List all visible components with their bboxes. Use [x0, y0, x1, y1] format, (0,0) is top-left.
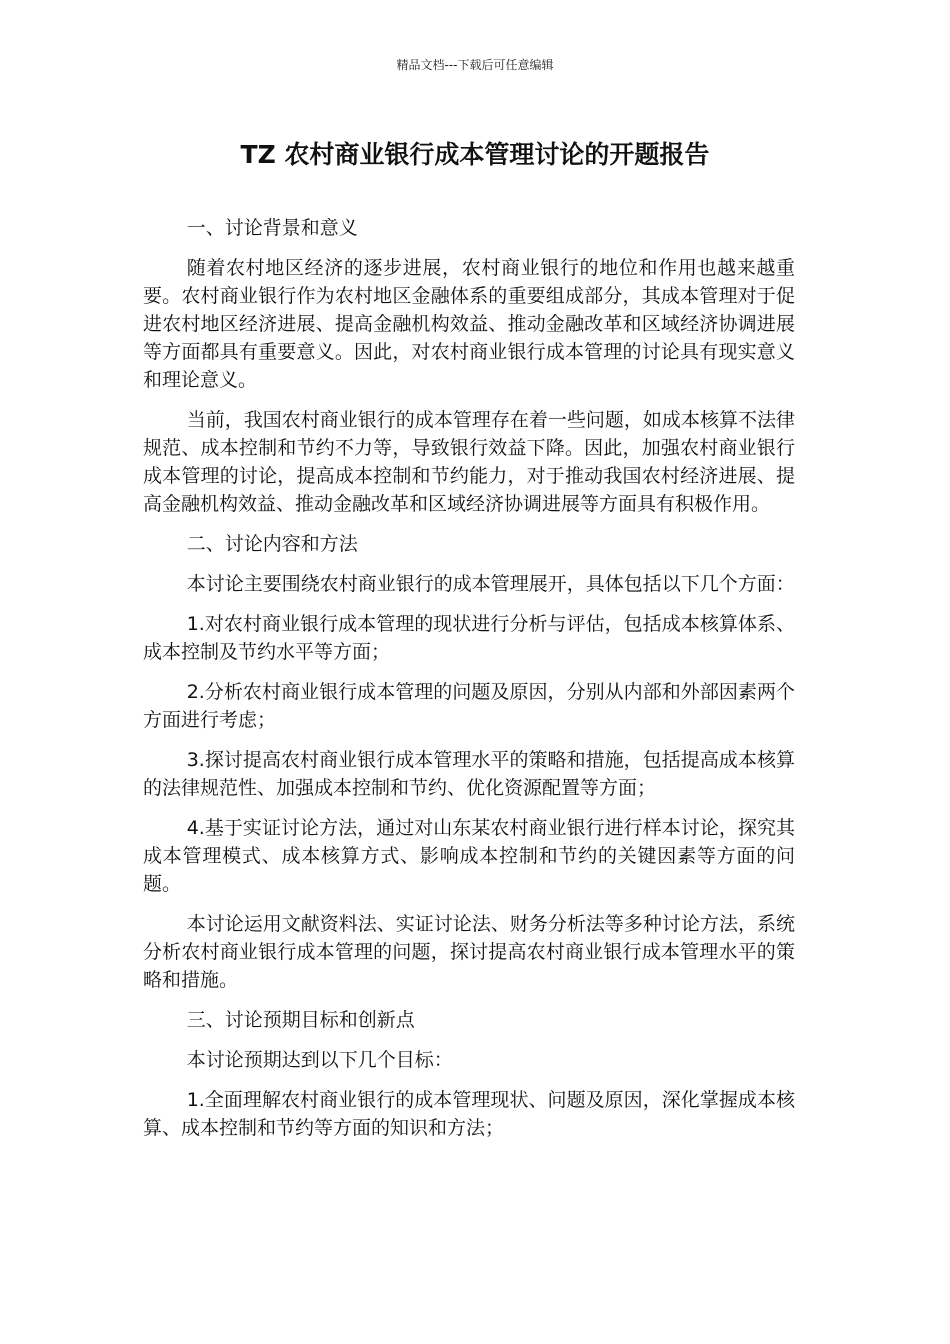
section-heading-background: 一、讨论背景和意义 [186, 217, 358, 239]
paragraph: 随着农村地区经济的逐步进展，农村商业银行的地位和作用也越来越重要。农村商业银行作为农村地区金融体系的重要组成部分，其成本管理对于促进农村地区经济进展、提高金融机构效益、推动金融改革和区域经济协调进展等方面都具有重要意义。因此，对农村商业银行成本管理的讨论具有现实意义和理论意义。 [143, 257, 795, 391]
paragraph: 本讨论主要围绕农村商业银行的成本管理展开，具体包括以下几个方面： [186, 573, 795, 595]
paragraph: 当前，我国农村商业银行的成本管理存在着一些问题，如成本核算不法律规范、成本控制和节约不力等，导致银行效益下降。因此，加强农村商业银行成本管理的讨论，提高成本控制和节约能力，对于推动我国农村经济进展、提高金融机构效益、推动金融改革和区域经济协调进展等方面具有积极作用。 [143, 409, 795, 515]
paragraph: 本讨论预期达到以下几个目标： [186, 1049, 453, 1071]
list-item: 1.对农村商业银行成本管理的现状进行分析与评估，包括成本核算体系、成本控制及节约水平等方面； [143, 613, 795, 663]
document-title: TZ 农村商业银行成本管理讨论的开题报告 [240, 140, 710, 169]
list-item: 4.基于实证讨论方法，通过对山东某农村商业银行进行样本讨论，探究其成本管理模式、成本核算方式、影响成本控制和节约的关键因素等方面的问题。 [143, 817, 795, 895]
list-item: 3.探讨提高农村商业银行成本管理水平的策略和措施，包括提高成本核算的法律规范性、加强成本控制和节约、优化资源配置等方面； [143, 749, 795, 799]
list-item: 2.分析农村商业银行成本管理的问题及原因，分别从内部和外部因素两个方面进行考虑； [143, 681, 795, 731]
section-heading-goals: 三、讨论预期目标和创新点 [186, 1009, 415, 1031]
section-heading-content-methods: 二、讨论内容和方法 [186, 533, 358, 555]
list-item: 1.全面理解农村商业银行的成本管理现状、问题及原因，深化掌握成本核算、成本控制和节约等方面的知识和方法； [143, 1089, 795, 1139]
document-body [143, 214, 795, 1154]
page-header: 精品文档---下载后可任意编辑 [396, 58, 554, 72]
paragraph: 本讨论运用文献资料法、实证讨论法、财务分析法等多种讨论方法，系统分析农村商业银行成本管理的问题，探讨提高农村商业银行成本管理水平的策略和措施。 [143, 913, 795, 991]
